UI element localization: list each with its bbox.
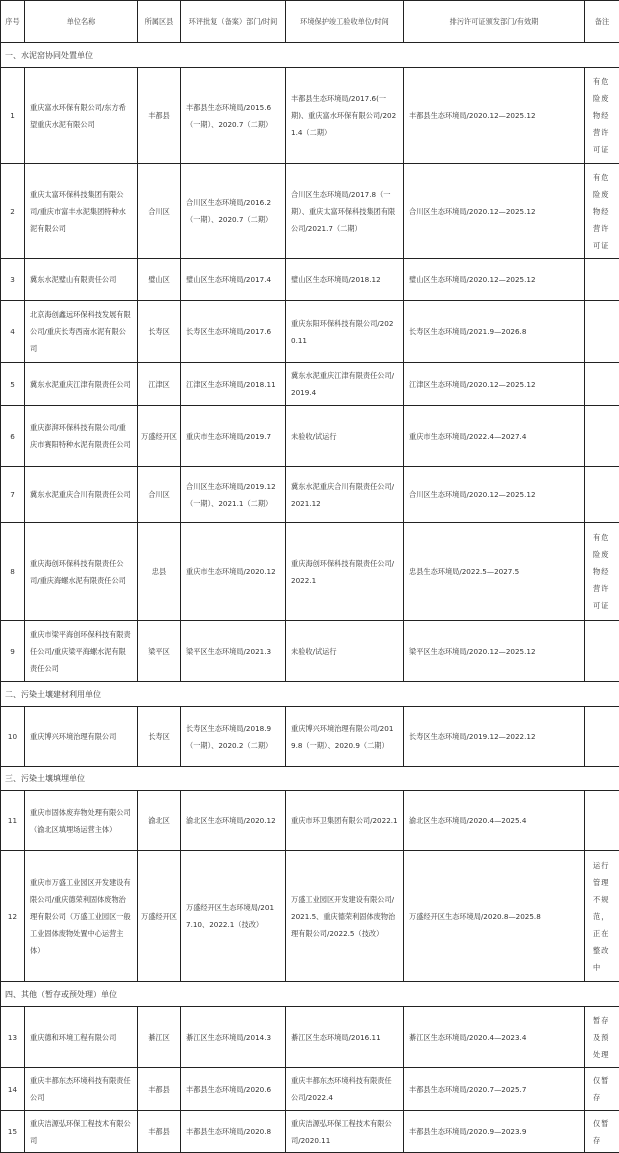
unit-name-cell: 重庆海创环保科技有限责任公司/重庆海螺水泥有限责任公司: [25, 523, 138, 621]
district-cell: 渝北区: [138, 791, 181, 851]
district-cell: 万盛经开区: [138, 406, 181, 467]
row-number-cell: 15: [1, 1111, 25, 1153]
header-no: 序号: [1, 1, 25, 43]
header-eia: 环评批复（备案）部门/时间: [181, 1, 286, 43]
unit-name-cell: 北京海创鑫远环保科技发展有限公司/重庆长寿西南水泥有限公司: [25, 301, 138, 363]
row-number-cell: 6: [1, 406, 25, 467]
section-title: 二、污染土壤建材利用单位: [1, 682, 619, 707]
acceptance-cell: 綦江区生态环境局/2016.11: [286, 1007, 404, 1068]
unit-name-cell: 重庆澎湃环保科技有限公司/重庆市赛阳特种水泥有限责任公司: [25, 406, 138, 467]
acceptance-cell: 冀东水泥重庆江津有限责任公司/2019.4: [286, 363, 404, 406]
permit-cell: 綦江区生态环境局/2020.4—2023.4: [404, 1007, 585, 1068]
permit-cell: 万盛经开区生态环境局/2020.8—2025.8: [404, 851, 585, 982]
table-row: [1, 467, 619, 523]
table-header: [1, 1, 619, 43]
table-row: [1, 1068, 619, 1111]
eia-approval-cell: 丰都县生态环境局/2015.6（一期）、2020.7（二期）: [181, 68, 286, 164]
district-cell: 丰都县: [138, 68, 181, 164]
acceptance-cell: 璧山区生态环境局/2018.12: [286, 259, 404, 301]
table-row: [1, 707, 619, 767]
permit-cell: 合川区生态环境局/2020.12—2025.12: [404, 467, 585, 523]
header-acceptance: 环境保护竣工验收单位/时间: [286, 1, 404, 43]
unit-name-cell: 冀东水泥重庆合川有限责任公司: [25, 467, 138, 523]
remark-cell: 有危险废物经营许可证: [585, 164, 619, 259]
acceptance-cell: 未验收/试运行: [286, 621, 404, 682]
eia-approval-cell: 綦江区生态环境局/2014.3: [181, 1007, 286, 1068]
district-cell: 丰都县: [138, 1068, 181, 1111]
unit-name-cell: 重庆太富环保科技集团有限公司/重庆市富丰水泥集团特种水泥有限公司: [25, 164, 138, 259]
remark-cell: 暂存及预处理: [585, 1007, 619, 1068]
eia-approval-cell: 江津区生态环境局/2018.11: [181, 363, 286, 406]
row-number-cell: 7: [1, 467, 25, 523]
row-number-cell: 14: [1, 1068, 25, 1111]
table-row: [1, 851, 619, 982]
table-row: [1, 301, 619, 363]
remark-cell: 运行管理不规范，正在整改中: [585, 851, 619, 982]
table-row: [1, 68, 619, 164]
table-row: [1, 259, 619, 301]
table-row: [1, 363, 619, 406]
unit-name-cell: 重庆富水环保有限公司/东方希望重庆水泥有限公司: [25, 68, 138, 164]
header-permit: 排污许可证颁发部门/有效期: [404, 1, 585, 43]
row-number-cell: 3: [1, 259, 25, 301]
table-row: [1, 621, 619, 682]
acceptance-cell: 重庆海创环保科技有限责任公司/2022.1: [286, 523, 404, 621]
eia-approval-cell: 璧山区生态环境局/2017.4: [181, 259, 286, 301]
district-cell: 长寿区: [138, 301, 181, 363]
acceptance-cell: 重庆丰都东杰环境科技有限责任公司/2022.4: [286, 1068, 404, 1111]
acceptance-cell: 重庆洁源弘环保工程技术有限公司/2020.11: [286, 1111, 404, 1153]
remark-cell: [585, 259, 619, 301]
eia-approval-cell: 万盛经开区生态环境局/2017.10、2022.1（技改）: [181, 851, 286, 982]
remark-cell: [585, 707, 619, 767]
eia-approval-cell: 长寿区生态环境局/2018.9（一期）、2020.2（二期）: [181, 707, 286, 767]
table-row: [1, 791, 619, 851]
unit-name-cell: 重庆市万盛工业园区开发建设有限公司/重庆德荣利固体废物治理有限公司（万盛工业园区一般工业固体废物处置中心运营主体）: [25, 851, 138, 982]
unit-name-cell: 重庆洁源弘环保工程技术有限公司: [25, 1111, 138, 1153]
eia-approval-cell: 重庆市生态环境局/2019.7: [181, 406, 286, 467]
remark-cell: 有危险废物经营许可证: [585, 523, 619, 621]
remark-cell: [585, 301, 619, 363]
unit-name-cell: 重庆德和环境工程有限公司: [25, 1007, 138, 1068]
district-cell: 万盛经开区: [138, 851, 181, 982]
acceptance-cell: 重庆博兴环境治理有限公司/2019.8（一期）、2020.9（二期）: [286, 707, 404, 767]
permit-cell: 丰都县生态环境局/2020.12—2025.12: [404, 68, 585, 164]
permit-cell: 丰都县生态环境局/2020.9—2023.9: [404, 1111, 585, 1153]
row-number-cell: 5: [1, 363, 25, 406]
header-name: 单位名称: [25, 1, 138, 43]
section-header: [1, 982, 619, 1007]
row-number-cell: 8: [1, 523, 25, 621]
row-number-cell: 2: [1, 164, 25, 259]
eia-approval-cell: 合川区生态环境局/2016.2（一期）、2020.7（二期）: [181, 164, 286, 259]
eia-approval-cell: 长寿区生态环境局/2017.6: [181, 301, 286, 363]
eia-approval-cell: 渝北区生态环境局/2020.12: [181, 791, 286, 851]
row-number-cell: 4: [1, 301, 25, 363]
row-number-cell: 1: [1, 68, 25, 164]
row-number-cell: 13: [1, 1007, 25, 1068]
acceptance-cell: 丰都县生态环境局/2017.6(一期)、重庆富水环保有限公司/2021.4（二期）: [286, 68, 404, 164]
permit-cell: 渝北区生态环境局/2020.4—2025.4: [404, 791, 585, 851]
district-cell: 忠县: [138, 523, 181, 621]
district-cell: 綦江区: [138, 1007, 181, 1068]
table-row: [1, 1111, 619, 1153]
permit-cell: 璧山区生态环境局/2020.12—2025.12: [404, 259, 585, 301]
permit-cell: 忠县生态环境局/2022.5—2027.5: [404, 523, 585, 621]
remark-cell: [585, 467, 619, 523]
acceptance-cell: 冀东水泥重庆合川有限责任公司/2021.12: [286, 467, 404, 523]
section-header: [1, 767, 619, 791]
row-number-cell: 9: [1, 621, 25, 682]
row-number-cell: 12: [1, 851, 25, 982]
permit-cell: 长寿区生态环境局/2021.9—2026.8: [404, 301, 585, 363]
permit-cell: 合川区生态环境局/2020.12—2025.12: [404, 164, 585, 259]
remark-cell: 有危险废物经营许可证: [585, 68, 619, 164]
permit-cell: 丰都县生态环境局/2020.7—2025.7: [404, 1068, 585, 1111]
table-row: [1, 1007, 619, 1068]
row-number-cell: 10: [1, 707, 25, 767]
unit-name-cell: 重庆市梁平海创环保科技有限责任公司/重庆梁平海螺水泥有限责任公司: [25, 621, 138, 682]
district-cell: 璧山区: [138, 259, 181, 301]
eia-approval-cell: 合川区生态环境局/2019.12（一期）、2021.1（二期）: [181, 467, 286, 523]
district-cell: 合川区: [138, 467, 181, 523]
remark-cell: [585, 406, 619, 467]
table-row: [1, 164, 619, 259]
acceptance-cell: 重庆东阳环保科技有限公司/2020.11: [286, 301, 404, 363]
district-cell: 丰都县: [138, 1111, 181, 1153]
district-cell: 江津区: [138, 363, 181, 406]
remark-cell: 仅暂存: [585, 1111, 619, 1153]
remark-cell: [585, 791, 619, 851]
district-cell: 梁平区: [138, 621, 181, 682]
unit-name-cell: 重庆丰都东杰环境科技有限责任公司: [25, 1068, 138, 1111]
unit-name-cell: 冀东水泥重庆江津有限责任公司: [25, 363, 138, 406]
section-title: 一、水泥窑协同处置单位: [1, 43, 619, 68]
acceptance-cell: 合川区生态环境局/2017.8（一期）、重庆太富环保科技集团有限公司/2021.7（二期）: [286, 164, 404, 259]
permit-cell: 长寿区生态环境局/2019.12—2022.12: [404, 707, 585, 767]
table-row: [1, 523, 619, 621]
eia-approval-cell: 梁平区生态环境局/2021.3: [181, 621, 286, 682]
header-district: 所属区县: [138, 1, 181, 43]
district-cell: 长寿区: [138, 707, 181, 767]
section-header: [1, 682, 619, 707]
permit-cell: 江津区生态环境局/2020.12—2025.12: [404, 363, 585, 406]
unit-name-cell: 重庆博兴环境治理有限公司: [25, 707, 138, 767]
unit-name-cell: 重庆市固体废弃物处理有限公司（渝北区填埋场运营主体）: [25, 791, 138, 851]
eia-approval-cell: 重庆市生态环境局/2020.12: [181, 523, 286, 621]
section-title: 四、其他（暂存或预处理）单位: [1, 982, 619, 1007]
section-header: [1, 43, 619, 68]
permit-cell: 梁平区生态环境局/2020.12—2025.12: [404, 621, 585, 682]
acceptance-cell: 未验收/试运行: [286, 406, 404, 467]
permit-cell: 重庆市生态环境局/2022.4—2027.4: [404, 406, 585, 467]
district-cell: 合川区: [138, 164, 181, 259]
header-remark: 备注: [585, 1, 619, 43]
eia-approval-cell: 丰都县生态环境局/2020.8: [181, 1111, 286, 1153]
acceptance-cell: 重庆市环卫集团有限公司/2022.1: [286, 791, 404, 851]
remark-cell: [585, 363, 619, 406]
acceptance-cell: 万盛工业园区开发建设有限公司/2021.5、重庆德荣利固体废物治理有限公司/2022.5（技改）: [286, 851, 404, 982]
table-row: [1, 406, 619, 467]
unit-name-cell: 冀东水泥璧山有限责任公司: [25, 259, 138, 301]
remark-cell: 仅暂存: [585, 1068, 619, 1111]
section-title: 三、污染土壤填埋单位: [1, 767, 619, 791]
remark-cell: [585, 621, 619, 682]
eia-approval-cell: 丰都县生态环境局/2020.6: [181, 1068, 286, 1111]
row-number-cell: 11: [1, 791, 25, 851]
